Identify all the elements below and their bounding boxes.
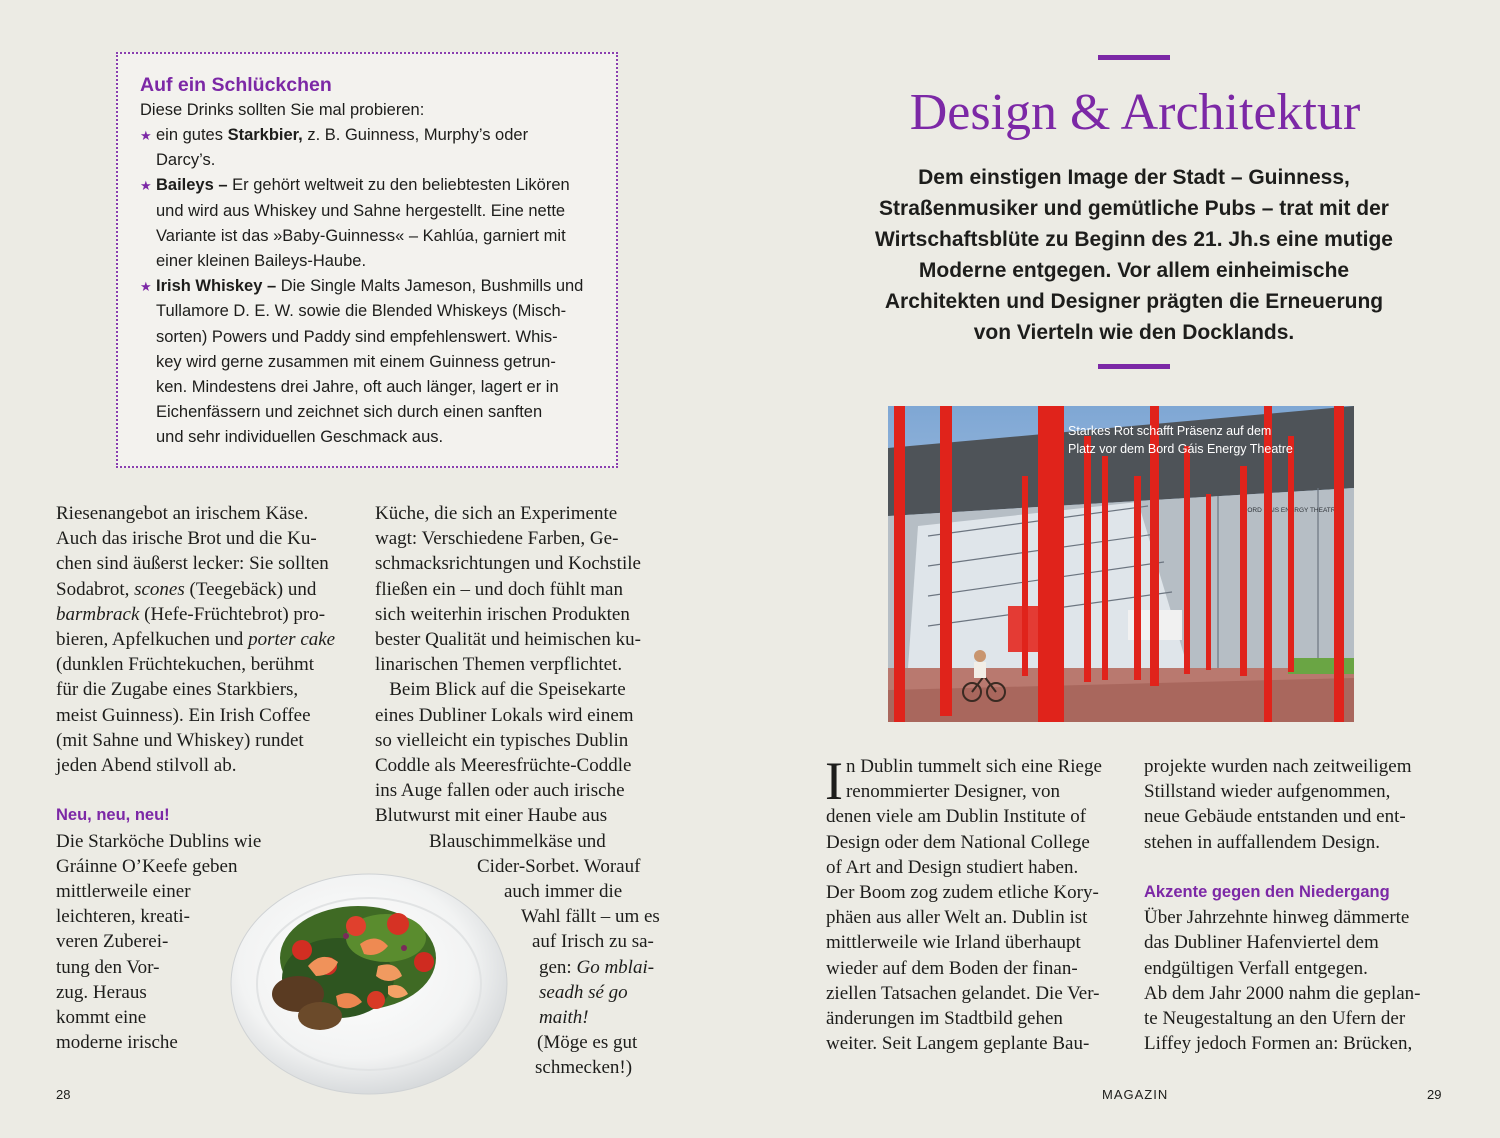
body-line: chen sind äußerst lecker: Sie sollten (56, 553, 329, 575)
body-line: linarischen Themen verpflichtet. (375, 654, 623, 676)
body-line: auf Irisch zu sa- (532, 931, 654, 953)
box-title: Auf ein Schlückchen (140, 74, 332, 96)
body-line: tung den Vor- (56, 956, 160, 978)
body-line: Beim Blick auf die Speisekarte (375, 679, 626, 701)
body-line: bieren, Apfelkuchen und porter cake (56, 629, 336, 651)
list-item: ★ Baileys – Er gehört weltweit zu den beliebtesten Likören und wird aus Whiskey und Sahne hergestellt. Eine nette Variante ist das »Baby-Guinness« – Kahlúa, garniert mit einer kleinen Baileys-Haube. (140, 173, 598, 274)
body-line: Design oder dem National College (826, 831, 1090, 853)
photo-caption: Starkes Rot schafft Präsenz auf dem Platz vor dem Bord Gáis Energy Theatre (1068, 424, 1293, 456)
body-line: leichteren, kreati- (56, 906, 190, 928)
section-subhead: Neu, neu, neu! (56, 806, 170, 825)
body-line: bester Qualität und heimischen ku- (375, 629, 641, 651)
body-line: Stillstand wieder aufgenommen, (1144, 781, 1391, 803)
body-line: seadh sé go maith! (539, 981, 628, 1029)
body-line: kommt eine (56, 1007, 147, 1029)
body-line: projekte wurden nach zeitweiligem (1144, 756, 1412, 777)
body-line: sich weiterhin irischen Produkten (375, 603, 630, 625)
body-line: wagt: Verschiedene Farben, Ge- (375, 528, 619, 550)
body-line: n Dublin tummelt sich eine Riege (845, 756, 1102, 777)
body-line: stehen in auffallendem Design. (1144, 831, 1381, 853)
body-line: Sodabrot, scones (Teegebäck) und (56, 578, 317, 600)
body-line: änderungen im Stadtbild gehen (826, 1008, 1063, 1030)
body-line: renommierter Designer, von (845, 781, 1060, 803)
heading-rule-top (1098, 55, 1170, 60)
body-line: Gráinne O’Keefe geben (56, 855, 238, 877)
list-item: ★ Irish Whiskey – Die Single Malts Jameson, Bushmills und Tullamore D. E. W. sowie die Blended Whiskeys (Misch- sorten) Powers und Paddy sind empfehlenswert. Whis- key wird gerne zusammen mit einem Guinness getrun- ken. Mindestens drei Jahre, oft auch länger, lagert er in Eichenfässern und zeichnet sich durch einen sanften und sehr individuellen Geschmack aus. (140, 274, 598, 450)
body-line: Wahl fällt – um es (521, 906, 660, 928)
intro-text: Dem einstigen Image der Stadt – Guinness, Straßenmusiker und gemütliche Pubs – trat mit der Wirtschaftsblüte zu Beginn des 21. Jh.s eine mutige Moderne entgegen. Vor allem einheimische Architekten und Designer prägten die Erneuerung von Vierteln wie den Docklands. (875, 166, 1393, 344)
list-item: ★ ein gutes Starkbier, z. B. Guinness, Murphy’s oder Darcy’s. (140, 123, 598, 173)
body-line: schmacksrichtungen und Kochstile (375, 553, 641, 575)
body-line: mittlerweile einer (56, 881, 191, 903)
body-line: Liffey jedoch Formen an: Brücken, (1144, 1033, 1413, 1055)
body-line: das Dubliner Hafenviertel dem (1144, 932, 1379, 954)
body-line: moderne irische (56, 1032, 178, 1054)
body-line: Der Boom zog zudem etliche Kory- (826, 882, 1099, 904)
body-line: Cider-Sorbet. Worauf (477, 855, 641, 877)
body-line: für die Zugabe eines Starkbiers, (56, 679, 299, 701)
body-line: te Neugestaltung an den Ufern der (1144, 1008, 1406, 1030)
heading-rule-bottom (1098, 364, 1170, 369)
info-box (116, 52, 618, 468)
body-line: phäen aus aller Welt an. Dublin ist (826, 907, 1088, 929)
running-head: MAGAZIN (1102, 1087, 1169, 1102)
body-line: fließen ein – und doch fühlt man (375, 578, 623, 600)
body-line: Riesenangebot an irischem Käse. (56, 503, 309, 524)
body-line: (Möge es gut (537, 1032, 638, 1054)
body-line: Auch das irische Brot und die Ku- (56, 528, 317, 550)
body-line: (dunklen Früchtekuchen, berühmt (56, 654, 315, 676)
text-column-3 (825, 751, 1136, 1056)
body-line: Blauschimmelkäse und (429, 830, 606, 852)
star-icon: ★ (140, 178, 152, 194)
star-icon: ★ (140, 128, 152, 143)
page-number-left: 28 (56, 1087, 71, 1102)
body-line: Ab dem Jahr 2000 nahm die geplan- (1144, 982, 1421, 1004)
photo-sign-text: BORD ENERGY THEATRE (1243, 507, 1340, 514)
body-line: auch immer die (504, 881, 623, 903)
body-line: meist Guinness). Ein Irish Coffee (56, 704, 311, 726)
body-line: Blutwurst mit einer Haube aus (375, 805, 608, 827)
body-line: so vielleicht ein typisches Dublin (375, 729, 629, 751)
body-line: Die Starköche Dublins wie (56, 830, 262, 852)
body-line: of Art and Design studiert haben. (826, 856, 1079, 878)
page-title: Design & Architektur (909, 84, 1361, 141)
box-intro: Diese Drinks sollten Sie mal probieren: (140, 101, 425, 119)
body-line: mittlerweile wie Irland überhaupt (826, 932, 1081, 954)
body-line: wieder auf dem Boden der finan- (826, 957, 1078, 979)
body-line: Coddle als Meeresfrüchte-Coddle (375, 755, 632, 777)
body-line: weiter. Seit Langem geplante Bau- (826, 1033, 1090, 1055)
body-line: ins Auge fallen oder auch irische (375, 780, 625, 802)
drop-cap: I (825, 751, 843, 811)
body-line: veren Zuberei- (56, 931, 169, 953)
text-column-4 (1144, 754, 1464, 1056)
drinks-list (140, 123, 598, 451)
body-line: jeden Abend stilvoll ab. (56, 755, 237, 777)
section-subhead: Akzente gegen den Niedergang (1144, 883, 1390, 901)
body-line: zug. Heraus (56, 981, 147, 1003)
body-line: (mit Sahne und Whiskey) rundet (56, 729, 304, 751)
body-line: eines Dubliner Lokals wird einem (375, 704, 634, 726)
body-line: Küche, die sich an Experimente (375, 503, 618, 524)
body-line: barmbrack (Hefe-Früchtebrot) pro- (56, 603, 326, 625)
body-line: schmecken!) (535, 1057, 633, 1079)
body-line: ziellen Tatsachen gelandet. Die Ver- (826, 982, 1100, 1004)
body-line: Über Jahrzehnte hinweg dämmerte (1144, 907, 1410, 929)
body-line: gen: Go mblai- (539, 956, 655, 978)
star-icon: ★ (140, 279, 152, 295)
body-line: endgültigen Verfall entgegen. (1144, 957, 1368, 979)
page-number-right: 29 (1427, 1087, 1442, 1102)
body-line: denen viele am Dublin Institute of (826, 806, 1087, 828)
body-line: neue Gebäude entstanden und ent- (1144, 806, 1406, 828)
food-plate-image (228, 866, 510, 1096)
